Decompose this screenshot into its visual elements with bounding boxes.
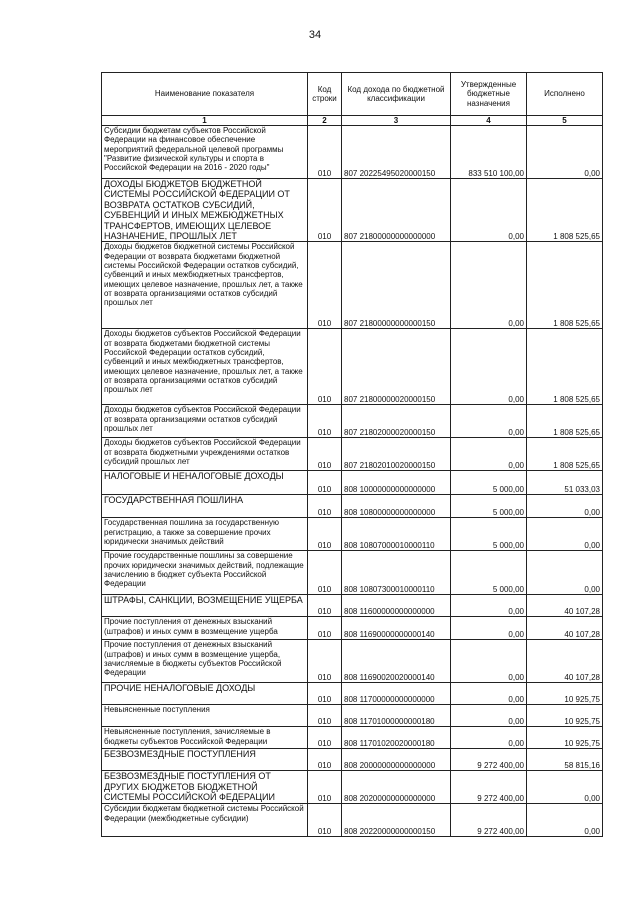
row-income-code: 807 21800000000000150 [342, 242, 451, 329]
row-name: Субсидии бюджетам субъектов Российской Федерации на финансовое обеспечение мероприятий федеральной целевой программы "Развитие физической культуры и спорта в Российской Федерации на 2016 - 2020 годы" [102, 126, 308, 179]
row-income-code: 808 11701020020000180 [342, 727, 451, 749]
table-row [102, 179, 603, 242]
row-income-code: 808 11701000000000180 [342, 705, 451, 727]
row-approved: 0,00 [451, 405, 527, 438]
table-row [102, 640, 603, 683]
row-approved: 0,00 [451, 640, 527, 683]
row-approved: 5 000,00 [451, 495, 527, 518]
table-row [102, 749, 603, 771]
row-name: НАЛОГОВЫЕ И НЕНАЛОГОВЫЕ ДОХОДЫ [102, 471, 308, 495]
table-row [102, 804, 603, 837]
row-approved: 0,00 [451, 727, 527, 749]
row-line-code: 010 [308, 683, 342, 705]
row-approved: 833 510 100,00 [451, 126, 527, 179]
column-number-row [102, 116, 603, 126]
row-executed: 40 107,28 [527, 617, 603, 640]
row-approved: 0,00 [451, 438, 527, 471]
row-income-code: 808 10000000000000000 [342, 471, 451, 495]
row-name: Доходы бюджетов бюджетной системы Российской Федерации от возврата бюджетами бюджетной системы Российской Федерации остатков субсидий, субвенций и иных межбюджетных трансфертов, имеющих целевое назначение, прошлых лет, а также от возврата организациями остатков субсидий прошлых лет [102, 242, 308, 329]
row-executed: 0,00 [527, 518, 603, 551]
row-executed: 58 815,16 [527, 749, 603, 771]
table-row [102, 617, 603, 640]
row-line-code: 010 [308, 749, 342, 771]
row-line-code: 010 [308, 329, 342, 405]
row-name: Прочие поступления от денежных взысканий (штрафов) и иных сумм в возмещение ущерба, зачисляемые в бюджеты субъектов Российской Федерации [102, 640, 308, 683]
row-approved: 9 272 400,00 [451, 804, 527, 837]
row-approved: 9 272 400,00 [451, 749, 527, 771]
row-income-code: 808 20000000000000000 [342, 749, 451, 771]
row-income-code: 808 20200000000000000 [342, 771, 451, 804]
row-executed: 0,00 [527, 495, 603, 518]
row-approved: 5 000,00 [451, 518, 527, 551]
row-name: Прочие государственные пошлины за совершение прочих юридически значимых действий, подлежащие зачислению в бюджет субъекта Российской Федерации [102, 551, 308, 595]
row-line-code: 010 [308, 804, 342, 837]
row-executed: 0,00 [527, 551, 603, 595]
row-executed: 1 808 525,65 [527, 179, 603, 242]
row-line-code: 010 [308, 126, 342, 179]
row-approved: 0,00 [451, 595, 527, 617]
table-row [102, 471, 603, 495]
row-name: Доходы бюджетов субъектов Российской Федерации от возврата бюджетами бюджетной системы Российской Федерации остатков субсидий, субвенций и иных межбюджетных трансфертов, имеющих целевое назначение, прошлых лет, а также от возврата организациями остатков субсидий прошлых лет [102, 329, 308, 405]
row-line-code: 010 [308, 595, 342, 617]
table-row [102, 126, 603, 179]
row-line-code: 010 [308, 495, 342, 518]
table-row [102, 518, 603, 551]
row-executed: 10 925,75 [527, 683, 603, 705]
row-executed: 40 107,28 [527, 595, 603, 617]
row-line-code: 010 [308, 242, 342, 329]
row-income-code: 808 11700000000000000 [342, 683, 451, 705]
row-executed: 10 925,75 [527, 727, 603, 749]
row-executed: 51 033,03 [527, 471, 603, 495]
row-name: Доходы бюджетов субъектов Российской Федерации от возврата бюджетными учреждениями остатков субсидий прошлых лет [102, 438, 308, 471]
table-row [102, 438, 603, 471]
row-executed: 0,00 [527, 771, 603, 804]
row-name: БЕЗВОЗМЕЗДНЫЕ ПОСТУПЛЕНИЯ ОТ ДРУГИХ БЮДЖЕТОВ БЮДЖЕТНОЙ СИСТЕМЫ РОССИЙСКОЙ ФЕДЕРАЦИИ [102, 771, 308, 804]
row-income-code: 807 21800000020000150 [342, 329, 451, 405]
row-line-code: 010 [308, 551, 342, 595]
row-approved: 0,00 [451, 617, 527, 640]
row-name: ПРОЧИЕ НЕНАЛОГОВЫЕ ДОХОДЫ [102, 683, 308, 705]
row-income-code: 808 11690000000000140 [342, 617, 451, 640]
row-line-code: 010 [308, 771, 342, 804]
row-name: Невыясненные поступления, зачисляемые в бюджеты субъектов Российской Федерации [102, 727, 308, 749]
col-number: 5 [527, 116, 603, 126]
col-header-income-code: Код дохода по бюджетной классификации [342, 73, 451, 116]
row-executed: 1 808 525,65 [527, 242, 603, 329]
row-approved: 0,00 [451, 683, 527, 705]
row-income-code: 808 20220000000000150 [342, 804, 451, 837]
row-income-code: 807 21802000020000150 [342, 405, 451, 438]
row-name: Субсидии бюджетам бюджетной системы Российской Федерации (межбюджетные субсидии) [102, 804, 308, 837]
row-line-code: 010 [308, 471, 342, 495]
col-number: 1 [102, 116, 308, 126]
row-name: ГОСУДАРСТВЕННАЯ ПОШЛИНА [102, 495, 308, 518]
row-approved: 0,00 [451, 329, 527, 405]
row-income-code: 807 21802010020000150 [342, 438, 451, 471]
table-row [102, 405, 603, 438]
row-approved: 0,00 [451, 242, 527, 329]
row-approved: 9 272 400,00 [451, 771, 527, 804]
col-header-executed: Исполнено [527, 73, 603, 116]
row-name: Доходы бюджетов субъектов Российской Федерации от возврата организациями остатков субсидий прошлых лет [102, 405, 308, 438]
table-row [102, 727, 603, 749]
row-income-code: 808 11600000000000000 [342, 595, 451, 617]
table-row [102, 705, 603, 727]
row-executed: 0,00 [527, 804, 603, 837]
col-number: 2 [308, 116, 342, 126]
col-number: 4 [451, 116, 527, 126]
row-line-code: 010 [308, 617, 342, 640]
table-row [102, 683, 603, 705]
row-executed: 0,00 [527, 126, 603, 179]
page-number: 34 [308, 29, 322, 41]
col-header-approved: Утвержденные бюджетные назначения [451, 73, 527, 116]
row-line-code: 010 [308, 518, 342, 551]
col-header-line-code: Код строки [308, 73, 342, 116]
row-name: Прочие поступления от денежных взысканий (штрафов) и иных сумм в возмещение ущерба [102, 617, 308, 640]
table-row [102, 242, 603, 329]
row-income-code: 808 10807000010000110 [342, 518, 451, 551]
row-income-code: 808 11690020020000140 [342, 640, 451, 683]
row-line-code: 010 [308, 640, 342, 683]
row-approved: 0,00 [451, 705, 527, 727]
row-name: ДОХОДЫ БЮДЖЕТОВ БЮДЖЕТНОЙ СИСТЕМЫ РОССИЙСКОЙ ФЕДЕРАЦИИ ОТ ВОЗВРАТА ОСТАТКОВ СУБСИДИЙ, СУБВЕНЦИЙ И ИНЫХ МЕЖБЮДЖЕТНЫХ ТРАНСФЕРТОВ, ИМЕЮЩИХ ЦЕЛЕВОЕ НАЗНАЧЕНИЕ, ПРОШЛЫХ ЛЕТ [102, 179, 308, 242]
row-executed: 1 808 525,65 [527, 329, 603, 405]
row-name: Невыясненные поступления [102, 705, 308, 727]
table-row [102, 495, 603, 518]
row-line-code: 010 [308, 727, 342, 749]
row-executed: 10 925,75 [527, 705, 603, 727]
row-income-code: 808 10807300010000110 [342, 551, 451, 595]
row-name: ШТРАФЫ, САНКЦИИ, ВОЗМЕЩЕНИЕ УЩЕРБА [102, 595, 308, 617]
row-line-code: 010 [308, 438, 342, 471]
row-executed: 1 808 525,65 [527, 438, 603, 471]
row-income-code: 808 10800000000000000 [342, 495, 451, 518]
row-income-code: 807 20225495020000150 [342, 126, 451, 179]
table-header-row [102, 73, 603, 116]
row-approved: 5 000,00 [451, 551, 527, 595]
row-executed: 40 107,28 [527, 640, 603, 683]
row-name: Государственная пошлина за государственную регистрацию, а также за совершение прочих юридически значимых действий [102, 518, 308, 551]
row-executed: 1 808 525,65 [527, 405, 603, 438]
table-row [102, 329, 603, 405]
table-row [102, 771, 603, 804]
row-approved: 5 000,00 [451, 471, 527, 495]
row-line-code: 010 [308, 405, 342, 438]
row-approved: 0,00 [451, 179, 527, 242]
row-income-code: 807 21800000000000000 [342, 179, 451, 242]
col-number: 3 [342, 116, 451, 126]
table-row [102, 595, 603, 617]
row-name: БЕЗВОЗМЕЗДНЫЕ ПОСТУПЛЕНИЯ [102, 749, 308, 771]
col-header-name: Наименование показателя [102, 73, 308, 116]
row-line-code: 010 [308, 705, 342, 727]
table-row [102, 551, 603, 595]
revenue-table [101, 72, 603, 837]
row-line-code: 010 [308, 179, 342, 242]
